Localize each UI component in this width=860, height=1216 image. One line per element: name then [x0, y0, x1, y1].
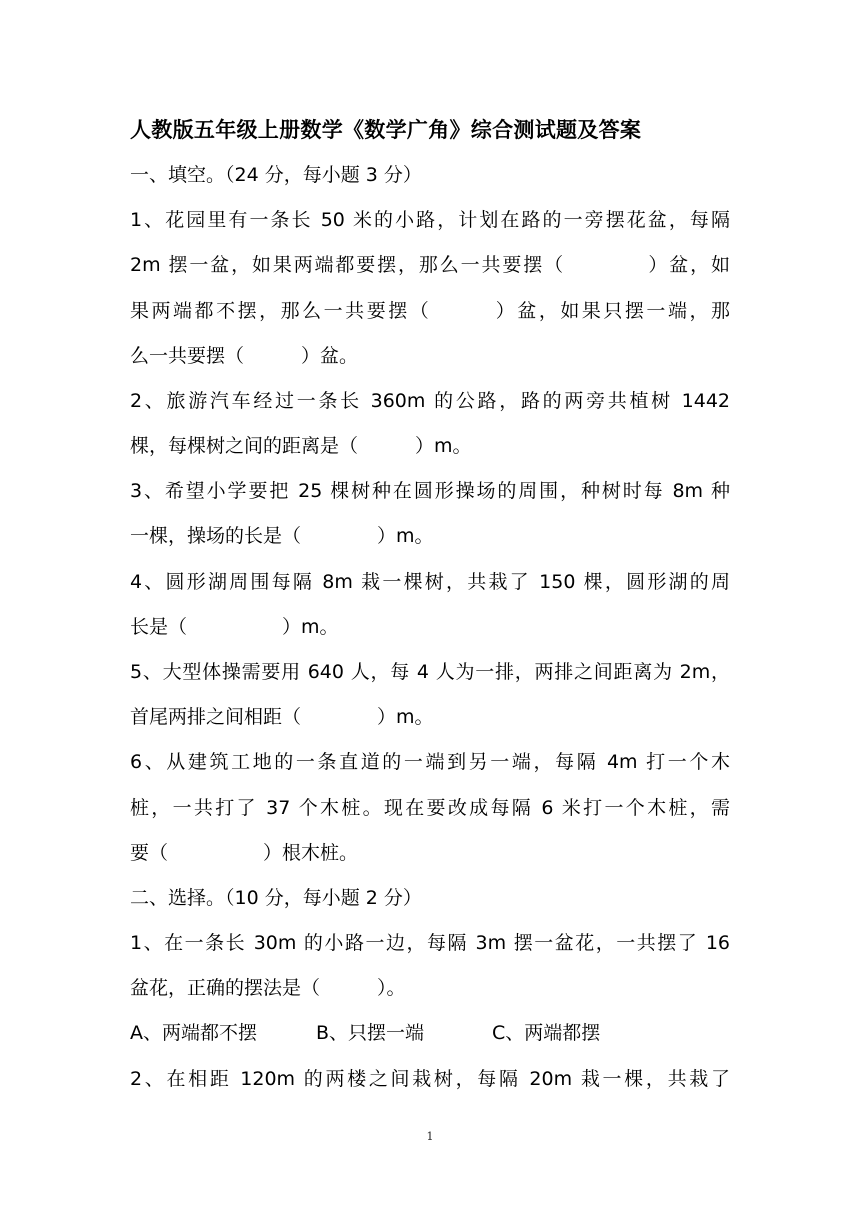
text-line: 一棵，操场的长是（ ）m。 [130, 525, 434, 547]
text-line: 棵，每棵树之间的距离是（ ）m。 [130, 435, 472, 457]
text-line: 盆花，正确的摆法是（ ）。 [130, 977, 406, 999]
text-line: 首尾两排之间相距（ ）m。 [130, 706, 434, 728]
text-line: 6、从建筑工地的一条直道的一端到另一端，每隔 4m 打一个木 [130, 751, 730, 773]
text-line: 1、在一条长 30m 的小路一边，每隔 3m 摆一盆花，一共摆了 16 [130, 932, 730, 954]
text-line: 2、在相距 120m 的两楼之间栽树，每隔 20m 栽一棵，共栽了 [130, 1068, 730, 1090]
option-a: A、两端都不摆 [130, 1022, 257, 1044]
option-row [130, 1018, 600, 1045]
text-line: 长是（ ）m。 [130, 616, 339, 638]
text-line: 桩，一共打了 37 个木桩。现在要改成每隔 6 米打一个木桩，需 [130, 797, 730, 819]
section1-heading: 一、填空。（24 分，每小题 3 分） [130, 164, 422, 186]
text-line: 2、旅游汽车经过一条长 360m 的公路，路的两旁共植树 1442 [130, 390, 730, 412]
document-title: 人教版五年级上册数学《数学广角》综合测试题及答案 [130, 118, 642, 142]
text-line: 5、大型体操需要用 640 人，每 4 人为一排，两排之间距离为 2m， [130, 661, 730, 683]
text-line: 要（ ）根木桩。 [130, 842, 359, 864]
text-line: 2m 摆一盆，如果两端都要摆，那么一共要摆（ ）盆，如 [130, 254, 730, 276]
page-number: 1 [426, 1130, 434, 1143]
text-line: 么一共要摆（ ）盆。 [130, 345, 359, 367]
text-line: 4、圆形湖周围每隔 8m 栽一棵树，共栽了 150 棵，圆形湖的周 [130, 571, 730, 593]
section2-heading: 二、选择。（10 分，每小题 2 分） [130, 887, 422, 909]
text-line: 果两端都不摆，那么一共要摆（ ）盆，如果只摆一端，那 [130, 300, 730, 322]
option-c: C、两端都摆 [492, 1022, 601, 1044]
option-b: B、只摆一端 [316, 1022, 425, 1044]
text-line: 1、花园里有一条长 50 米的小路，计划在路的一旁摆花盆，每隔 [130, 209, 730, 231]
text-line: 3、希望小学要把 25 棵树种在圆形操场的周围，种树时每 8m 种 [130, 480, 730, 502]
